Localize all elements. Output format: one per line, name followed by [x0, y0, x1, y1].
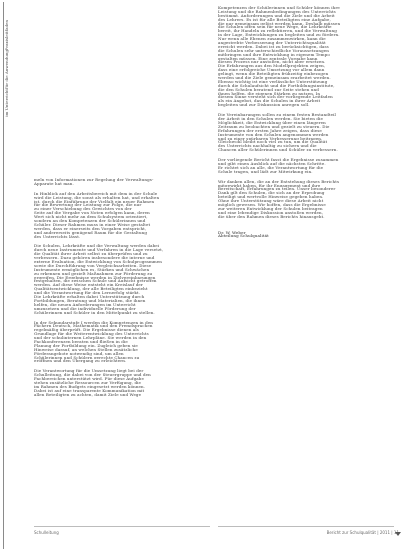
text-line: möglich gewesen. Wir hoffen, dass die Ergebnisse: [218, 202, 326, 207]
text-line: Schüler. Dieser Rahmen muss in einer Weise gestaltet: [34, 222, 151, 227]
text-line: werden und die Ziele gemeinsam erarbeitet werden.: [218, 76, 331, 80]
text-line: die Schulen sehr unterschiedliche Voraussetzungen: [218, 48, 329, 53]
text-line: Qualitätsentwicklung, der alle Beteiligten einbezieht: [34, 287, 148, 292]
text-line: Erfahrungen der ersten Jahre zeigen, dass diese: [218, 128, 322, 133]
text-line: zur weiteren Entwicklung der Schulen beitragen: [218, 206, 323, 211]
text-line: Gleichwohl bleibt noch viel zu tun, um die Qualität: [218, 140, 328, 145]
text-line: Apparate hat man.: [34, 181, 74, 186]
text-line: für die Bewertung der Leistung zur Folge, die nur: [34, 203, 142, 208]
text-line: Schulleitung, die dabei von der Steuergruppe und den: [34, 373, 151, 378]
text-line: Schule tragen, und lädt zur Mitwirkung ein.: [218, 169, 313, 174]
footer-page-info: Bericht zur Schulqualität | 2011 | 11: [326, 530, 399, 535]
text-line: die über den Rahmen dieses Berichts hinausgeht.: [218, 214, 325, 219]
text-line: gestalten müssen. Eine zentrale Vorgabe kann: [218, 56, 318, 61]
text-line: allen Beteiligten zu achten, damit Ziele und Wege: [34, 392, 142, 397]
text-line: angestrebte Verbesserung der Unterrichtsqualität: [218, 41, 326, 45]
text-line: diesem Sinne versteht sich der vorliegende Leitfaden: [218, 95, 333, 100]
left-text-column: [34, 178, 210, 403]
text-line: diesen Prozess nur anstoßen, nicht aber ersetzen.: [218, 60, 326, 65]
text-line: In der Sekundarstufe I werden die Kompetenzen in den: [34, 320, 153, 325]
text-line: Chancen aller Schülerinnen und Schüler zu verbessern.: [218, 148, 338, 153]
text-line: die nur gemeinsam gelöst werden kann. Deshalb müssen: [218, 21, 341, 26]
text-line: Fachkonferenzen beraten und fließen in die: [34, 339, 128, 344]
text-line: umzusetzen und die individuelle Förderung der: [34, 306, 136, 311]
text-line: gelingt, wenn die Beteiligten frühzeitig einbezogen: [218, 72, 329, 77]
text-line: begleiten und zur Diskussion anregen soll.: [218, 103, 310, 108]
footer-left-text: Schulleitung: [34, 530, 59, 535]
paragraph: [218, 113, 394, 152]
text-line: Bereitschaft, Erfahrungen zu teilen. Unser besonderer: [218, 187, 336, 192]
text-line: Der vorliegende Bericht fasst die Ergebnisse zusammen: [218, 158, 339, 162]
text-line: Fächern Deutsch, Mathematik und den Fremdsprachen: [34, 324, 153, 329]
text-line: Förderangebote notwendig sind, um allen: [34, 351, 124, 356]
paragraph: [218, 180, 394, 219]
text-line: Zeitraum zu beobachten und gezielt zu steuern. Die: [218, 124, 330, 129]
text-line: Die Schulen, Lehrkräfte und die Verwaltung werden dabei: [34, 244, 160, 249]
text-line: des Lehrers. Es ist für alle Beteiligten eine Aufgabe,: [218, 17, 331, 22]
paragraph: [218, 6, 394, 107]
text-line: ergreifen. Die Ergebnisse werden in Zielvereinbarungen: [34, 275, 156, 280]
text-line: im Rahmen des Budgets eingesetzt werden können.: [34, 384, 146, 389]
text-line: werden, dass er einerseits den Vorgaben entspricht,: [34, 226, 147, 231]
text-line: meln von Informationen zur Regelung der Verwaltungs-: [34, 178, 154, 182]
text-line: ihnen helfen, die eigenen Stärken zu nutzen. In: [218, 91, 321, 96]
text-line: Ohne ihre Unterstützung wäre diese Arbeit nicht: [218, 199, 324, 203]
text-line: helfen, die neuen Anforderungen im Unterricht: [34, 302, 136, 307]
text-line: in der Lage, Entwicklungen zu begleiten und zu fördern.: [218, 33, 340, 38]
footer-rule-right: [218, 526, 394, 527]
text-line: die den Schulen beratend zur Seite stehen und: [218, 87, 319, 92]
text-line: die Schulen offen sein für neue Wege, die Lehrkräfte: [218, 25, 332, 30]
text-line: Schülerinnen und Schüler in den Mittelpunkt zu stellen.: [34, 310, 155, 315]
text-line: Leistung und die Rahmenbedingungen des Unterrichts: [218, 9, 336, 14]
text-line: Schülerinnen und Schülern gerechte Chancen zu: [34, 355, 140, 360]
text-line: sondern an den Kompetenzen der Schülerinnen und: [34, 219, 146, 223]
text-line: Er richtet sich an alle, die Verantwortung für die: [218, 165, 324, 170]
text-line: stehen zusätzliche Ressourcen zur Verfügung, die: [34, 380, 142, 385]
paragraph: [34, 192, 210, 239]
paragraph: [34, 321, 210, 364]
text-line: und eine lebendige Diskussion anstoßen werden,: [218, 210, 324, 215]
text-line: Ebenso wichtig ist eine verlässliche Unterstützung: [218, 79, 328, 84]
text-line: Planung der Fortbildung ein. Zugleich geben sie: [34, 343, 138, 348]
text-line: und andererseits genügend Raum für die Gestaltung: [34, 230, 148, 235]
text-line: die Qualität ihrer Arbeit selbst zu überprüfen und zu: [34, 252, 148, 257]
text-line: und gibt einen Ausblick auf die nächsten Schritte.: [218, 161, 326, 166]
text-line: mitbringen und ihre Entwicklung in eigenem Tempo: [218, 52, 330, 57]
text-line: mitgewirkt haben, für ihr Engagement und ihre: [218, 183, 321, 188]
text-line: regelmäßig überprüft. Die Ergebnisse dienen als: [34, 328, 139, 333]
text-line: verbessern. Dazu gehören insbesondere die interne und: [34, 256, 155, 261]
signature-line: Abteilung Schulqualität: [218, 234, 269, 239]
text-line: Die Lehrkräfte erhalten dabei Unterstützung durch: [34, 295, 145, 299]
text-line: beteiligt und wertvolle Hinweise gegeben haben.: [218, 195, 324, 200]
text-line: Instrumente von den Schulen angenommen werden: [218, 132, 329, 137]
page-footer: [34, 530, 399, 538]
text-line: Wir danken allen, die an der Entstehung dieses Berichts: [218, 179, 340, 184]
side-strip-line: Praxisleitfaden: [4, 20, 9, 51]
text-line: zu erkennen und gezielt Maßnahmen zur Förderung zu: [34, 271, 153, 276]
text-line: bereit, ihr Handeln zu reflektieren, und die Verwaltung: [218, 29, 337, 34]
right-text-column: [218, 6, 394, 238]
side-strip-line: im Unterricht: [4, 89, 9, 118]
text-line: Fachbereichen unterstützt wird. Für diese Aufgabe: [34, 377, 144, 381]
text-line: Hinweise darauf, an welchen Stellen zusätzliche: [34, 347, 138, 352]
text-line: werden. Auf diese Weise entsteht ein Kreislauf der: [34, 283, 143, 288]
text-line: dass eine erfolgreiche Umsetzung vor allem dann: [218, 68, 325, 73]
footer-rule-left: [34, 526, 210, 527]
text-line: als ein Angebot, das die Schulen in ihrer Arbeit: [218, 99, 321, 104]
paragraph: [34, 244, 210, 314]
text-line: Instrumente ermöglichen es, Stärken und Schwächen: [34, 267, 150, 272]
text-line: Dank gilt den Schulen, die sich an der Erprobung: [218, 191, 325, 196]
text-line: der Arbeit in den Schulen werden. Sie bieten die: [218, 117, 323, 121]
text-line: Wert sich nicht mehr an dem Schulsystem orientiert,: [34, 215, 148, 220]
text-line: eröffnen und den Übergang zu erleichtern.: [34, 359, 127, 364]
text-line: externe Evaluation, die Entwicklung von Schulprogrammen: [34, 260, 162, 264]
text-line: Seite auf die Vergabe von Noten erfolgen kann, deren: [34, 211, 150, 216]
text-line: durch die Schulaufsicht und die Fortbildungsinstitute,: [218, 83, 335, 88]
text-line: Die Erfahrungen aus den Modellprojekten zeigen,: [218, 64, 326, 69]
text-line: durch neue Instrumente und Verfahren in die Lage versetzt,: [34, 248, 164, 253]
text-line: erreicht werden. Dabei ist zu berücksichtigen, dass: [218, 44, 329, 49]
text-line: Nur wenn alle Ebenen zusammenwirken, kann die: [218, 37, 326, 42]
text-line: Fortbildungen, Beratung und Materialien, die ihnen: [34, 298, 146, 303]
text-line: ist, durch die Einführung der Vielfalt ein neuer Rahmen: [34, 199, 155, 204]
side-strip-text: [4, 20, 10, 540]
text-line: bestimmt. Anforderungen und die Ziele und die Arbeit: [218, 13, 335, 18]
text-line: des Unterrichts lässt.: [34, 234, 81, 239]
paragraph: [34, 178, 210, 186]
paragraph: [218, 158, 394, 174]
page-marker-icon: [395, 532, 401, 536]
text-line: wird die Leistung, die sonst als erhalten hat, und erhalten: [34, 195, 160, 200]
text-line: zu einer Verschiebung des Gewichtes von der: [34, 207, 132, 212]
signature-line: Dr. W. Weber: [218, 230, 246, 235]
text-line: Grundlage für die Weiterentwicklung des Unterrichts: [34, 332, 149, 337]
text-line: Dabei ist auf eine transparente Kommunikation mit: [34, 388, 145, 393]
text-line: und der schulinternen Lehrpläne. Sie werden in den: [34, 336, 147, 340]
text-line: Die Vereinbarungen sollen zu einem festen Bestandteil: [218, 113, 336, 118]
text-line: Kompetenzen der Schülerinnen und Schüler können ihre: [218, 6, 340, 10]
text-line: Möglichkeit, die Entwicklung über einen längeren: [218, 120, 326, 125]
signature-block: [218, 231, 394, 239]
paragraph: [34, 369, 210, 396]
page-edge-strip: [0, 0, 16, 551]
text-line: sowie die Durchführung von Vergleichsarbeiten. Diese: [34, 263, 152, 268]
text-line: und die Verantwortung für den Lernerfolg stärkt.: [34, 291, 140, 296]
text-line: In Hinblick auf den Arbeitsbereich mit dem in der Schule: [34, 191, 158, 196]
text-line: des Unterrichts nachhaltig zu sichern und die: [218, 144, 317, 149]
text-line: festgehalten, die zwischen Schule und Aufsicht getroffen: [34, 279, 157, 284]
side-strip-line: für die Anwendung: [4, 50, 9, 90]
text-line: Die Verantwortung für die Umsetzung liegt bei der: [34, 369, 144, 374]
text-line: und zu einer spürbaren Verbesserung beitragen.: [218, 136, 323, 141]
